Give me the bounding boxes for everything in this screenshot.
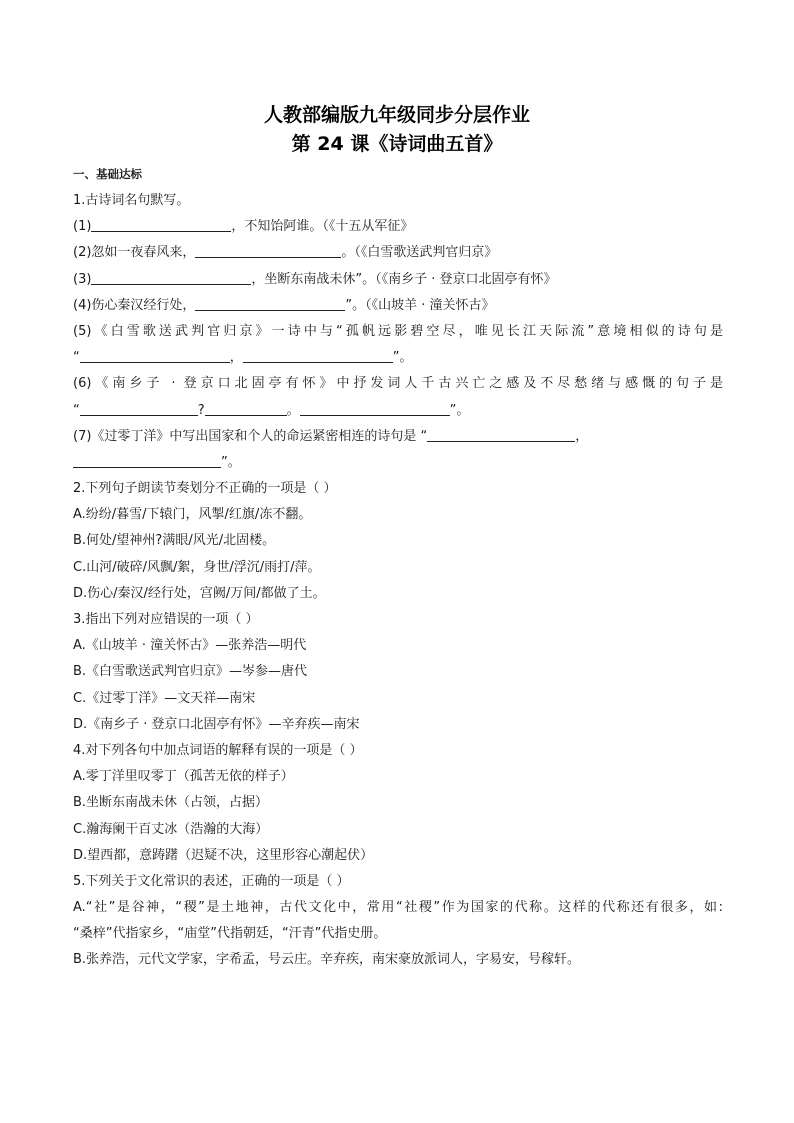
question-2-stem: 2.下列句子朗读节奏划分不正确的一项是（ ）	[73, 481, 337, 497]
question-2-option-c: C.山河/破碎/风飘/絮，身世/浮沉/雨打/萍。	[73, 559, 321, 575]
question-1-item-3	[73, 267, 723, 293]
question-3-option-c: C.《过零丁洋》—文天祥—南宋	[73, 690, 256, 706]
item-prefix: (4)伤心秦汉经行处，	[73, 297, 196, 313]
separator: ，	[229, 350, 243, 366]
answer-blank[interactable]	[243, 345, 393, 363]
question-5-option-b: B.张养浩，元代文学家，字希孟，号云庄。辛弃疾，南宋豪放派词人，字易安，号稼轩。	[73, 952, 581, 968]
question-1-item-4	[73, 293, 723, 319]
item-suffix: ”。（《山坡羊 · 潼关怀古》	[345, 297, 495, 313]
close-quote: ”。	[392, 350, 413, 366]
answer-blank[interactable]	[91, 214, 231, 232]
answer-blank[interactable]	[427, 424, 575, 442]
answer-blank[interactable]	[80, 398, 198, 416]
question-4-option-b: B.坐断东南战未休（占领，占据）	[73, 795, 269, 811]
close-quote: ”。	[449, 402, 470, 418]
item-suffix: 。（《白雪歌送武判官归京》	[341, 245, 498, 261]
question-4-option-a: A.零丁洋里叹零丁（孤苦无依的样子）	[73, 769, 294, 785]
open-quote: “	[73, 350, 80, 366]
question-1-item-5-text: (5)《白雪歌送武判官归京》一诗中与“孤帆远影碧空尽，唯见长江天际流”意境相似的诗句是	[73, 323, 723, 339]
question-4-option-d: D.望西都，意踌躇（迟疑不决，这里形容心潮起伏）	[73, 847, 374, 863]
answer-blank[interactable]	[300, 398, 450, 416]
answer-blank[interactable]	[73, 450, 221, 468]
close-quote: ”。	[221, 454, 241, 470]
page-title: 人教部编版九年级同步分层作业	[263, 104, 530, 126]
question-2-option-a: A.纷纷/暮雪/下辕门，风掣/红旗/冻不翻。	[73, 507, 312, 523]
answer-blank[interactable]	[91, 267, 251, 285]
question-4-option-c: C.瀚海阑干百丈冰（浩瀚的大海）	[73, 821, 269, 837]
question-list	[73, 188, 723, 974]
item-prefix: (1)	[73, 219, 92, 235]
separator: ?	[197, 402, 205, 418]
question-1-item-7-text	[73, 424, 723, 450]
question-1-item-5-answer	[73, 345, 723, 371]
question-1-item-6-answer	[73, 398, 723, 424]
question-2-option-b: B.何处/望神州?满眼/风光/北固楼。	[73, 533, 276, 549]
question-1-item-2	[73, 240, 723, 266]
separator: 。	[286, 402, 300, 418]
item-suffix: ，不知饴阿谁。（《十五从军征》	[231, 219, 414, 235]
question-4-stem: 4.对下列各句中加点词语的解释有误的一项是（ ）	[73, 742, 363, 758]
item-suffix: ，坐断东南战未休”。（《南乡子 · 登京口北固亭有怀》	[251, 271, 557, 287]
question-3-option-a: A.《山坡羊 · 潼关怀古》—张养浩—明代	[73, 638, 307, 654]
answer-blank[interactable]	[80, 345, 230, 363]
question-5-option-a-line-2: “桑梓”代指家乡，“庙堂”代指朝廷，“汗青”代指史册。	[73, 926, 387, 942]
page-subtitle: 第 24 课《诗词曲五首》	[291, 133, 503, 155]
question-1-stem: 1.古诗词名句默写。	[73, 193, 190, 208]
answer-blank[interactable]	[205, 398, 287, 416]
item-prefix: (7)《过零丁洋》中写出国家和个人的命运紧密相连的诗句是 “	[73, 428, 428, 444]
separator: ，	[575, 428, 589, 444]
question-2-option-d: D.伤心/秦汉/经行处，宫阙/万间/都做了土。	[73, 585, 326, 601]
question-1-item-7-answer	[73, 450, 723, 476]
question-3-option-b: B.《白雪歌送武判官归京》—岑参—唐代	[73, 664, 308, 680]
section-heading: 一、基础达标	[73, 167, 142, 181]
item-prefix: (2)忽如一夜春风来，	[73, 245, 196, 261]
question-3-stem: 3.指出下列对应错误的一项（ ）	[73, 612, 259, 627]
open-quote: “	[73, 402, 80, 418]
question-5-stem: 5.下列关于文化常识的表述，正确的一项是（ ）	[73, 873, 350, 889]
item-prefix: (3)	[73, 271, 92, 287]
question-1-item-6-text: (6)《南乡子 · 登京口北固亭有怀》中抒发词人千古兴亡之感及不尽愁绪与感慨的句子是	[73, 376, 723, 392]
answer-blank[interactable]	[195, 293, 345, 311]
question-1-item-1	[73, 214, 723, 240]
question-5-option-a-line-1: A.“社”是谷神，“稷”是土地神，古代文化中，常用“社稷”作为国家的代称。这样的代称还有很多，如:	[73, 900, 723, 916]
question-3-option-d: D.《南乡子 · 登京口北固亭有怀》—辛弃疾—南宋	[73, 716, 360, 732]
answer-blank[interactable]	[195, 240, 341, 258]
